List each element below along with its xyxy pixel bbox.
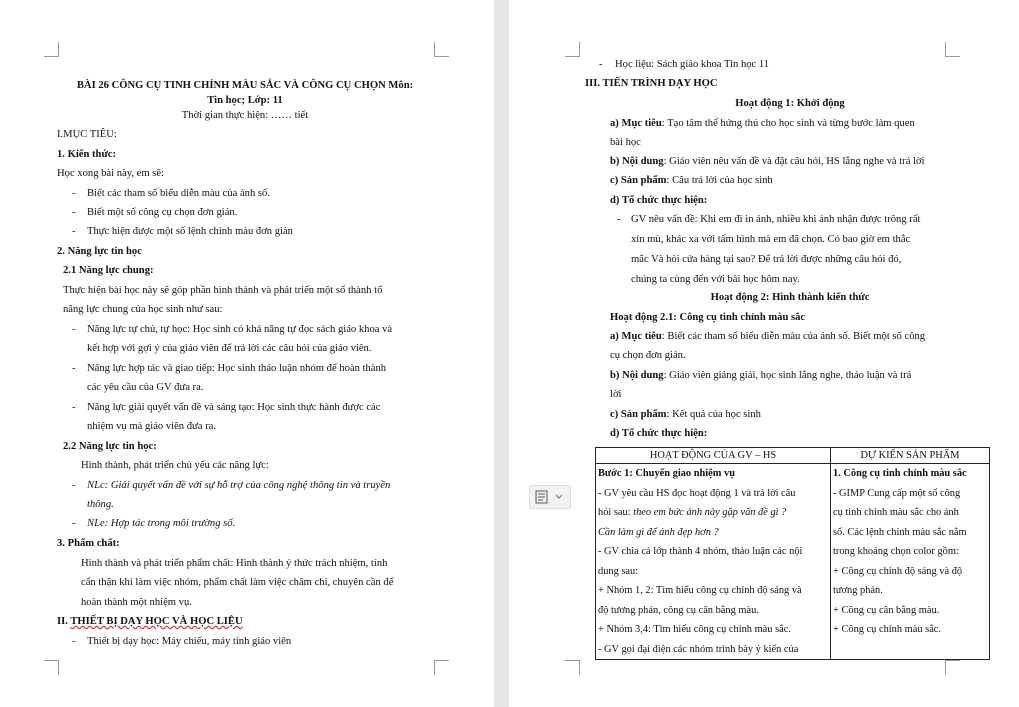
comment-options-button[interactable] xyxy=(529,485,571,509)
table-cell-activities xyxy=(596,464,831,660)
activity2-title: Hoạt động 2: Hình thành kiến thức xyxy=(710,292,870,303)
bullet-dash: - xyxy=(72,518,76,529)
activity1-title: Hoạt động 1: Khởi động xyxy=(735,98,845,109)
table-header-activities: HOẠT ĐỘNG CỦA GV – HS xyxy=(596,448,831,464)
product-title: 1. Công cụ tinh chỉnh màu sắc xyxy=(833,468,967,479)
table-line: - GV gọi đại diện các nhóm trình bày ý kiến của xyxy=(598,643,799,655)
activity21-organize: d) Tổ chức thực hiện: xyxy=(610,428,708,439)
margin-mark-top-right xyxy=(434,42,449,57)
it-competence-item: NLe: Hợp tác trong môi trường số. xyxy=(87,518,236,529)
margin-mark-bottom-right xyxy=(945,660,960,675)
bullet-dash: - xyxy=(72,480,76,491)
general-competence-text: Thực hiện bài học này sẽ góp phần hình thành và phát triển một số thành tố xyxy=(63,285,383,296)
goal-text: : Biết các tham số biểu diễn màu của ảnh số. Biết một số công xyxy=(661,331,926,342)
heading-knowledge: 1. Kiến thức: xyxy=(57,149,117,160)
competence-item: các yêu cầu của GV đưa ra. xyxy=(87,382,204,393)
document-page-left xyxy=(0,0,494,707)
product-label: c) Sản phẩm xyxy=(610,409,667,420)
product-label: c) Sản phẩm xyxy=(610,175,667,186)
lesson-title-line1: BÀI 26 CÔNG CỤ TINH CHỈNH MÀU SẮC VÀ CÔNG CỤ CHỌN Môn: xyxy=(76,80,414,91)
duration-line: Thời gian thực hiện: …… tiết xyxy=(181,110,309,121)
it-specific-text: Hình thành, phát triển chủ yếu các năng lực: xyxy=(81,460,269,471)
activity21-goal xyxy=(610,330,925,344)
bullet-dash: - xyxy=(72,207,76,218)
table-line: - GIMP Cung cấp một số công xyxy=(833,487,961,499)
table-line: cụ tinh chỉnh màu sắc cho ảnh xyxy=(833,507,959,518)
competence-item: Năng lực hợp tác và giao tiếp: Học sinh thảo luận nhóm để hoàn thành xyxy=(87,363,387,374)
competence-item: kết hợp với gợi ý của giáo viên để trả lời các câu hỏi của giáo viên. xyxy=(87,343,372,354)
margin-mark-top-right xyxy=(945,42,960,57)
table-line: số. Các lệnh chỉnh màu sắc nằm xyxy=(833,526,967,538)
bullet-dash: - xyxy=(72,636,76,647)
teacher-intro: mắc Và hỏi cửa hàng tại sao? Để trả lời được những câu hỏi đó, xyxy=(631,254,902,265)
table-line: dung sau: xyxy=(598,565,639,577)
teacher-intro: GV nêu vấn đề: Khi em đi in ảnh, nhiều khi ảnh nhận được trông rất xyxy=(631,214,921,225)
knowledge-item: Biết các tham số biểu diễn màu của ảnh số. xyxy=(87,188,270,199)
bullet-dash: - xyxy=(617,214,621,225)
bullet-dash: - xyxy=(72,226,76,237)
table-line: + Nhóm 3,4: Tìm hiểu công cụ chỉnh màu sắc. xyxy=(598,624,791,635)
equipment-item: Thiết bị dạy học: Máy chiếu, máy tính giáo viên xyxy=(87,636,292,647)
table-line: + Công cụ chỉnh màu sắc. xyxy=(833,624,942,635)
margin-mark-bottom-left xyxy=(565,660,580,675)
content-text: : Giáo viên nêu vấn đề và đặt câu hỏi, HS lắng nghe và trả lời xyxy=(663,156,925,167)
general-competence-text: năng lực chung của học sinh như sau: xyxy=(63,304,223,315)
table-header-products: DỰ KIẾN SẢN PHẨM xyxy=(831,448,990,464)
bullet-dash: - xyxy=(72,324,76,335)
knowledge-item: Biết một số công cụ chọn đơn giản. xyxy=(87,207,238,218)
heading-it-specific: 2.2 Năng lực tin học: xyxy=(63,441,157,452)
table-header-row xyxy=(596,448,990,464)
competence-item: Năng lực giải quyết vấn đề và sáng tạo: Học sinh thực hành được các xyxy=(87,402,381,413)
it-competence-item: NLc: Giải quyết vấn đề với sự hỗ trợ của công nghệ thông tin và truyền xyxy=(87,480,391,491)
lesson-title-line2: Tin học; Lớp: 11 xyxy=(207,95,283,106)
bullet-dash: - xyxy=(72,188,76,199)
table-line: độ tương phản, công cụ cân bằng màu. xyxy=(598,604,759,616)
goal-label: a) Mục tiêu xyxy=(610,331,662,342)
section-equipment-title: THIẾT BỊ DẠY HỌC VÀ HỌC LIỆU xyxy=(70,616,243,627)
comment-icon xyxy=(530,486,570,508)
content-label: b) Nội dung xyxy=(610,370,664,381)
activity21-content-cont: lời xyxy=(610,389,622,400)
step1-title: Bước 1: Chuyển giao nhiệm vụ xyxy=(598,468,735,479)
margin-mark-bottom-left xyxy=(44,660,59,675)
bullet-dash: - xyxy=(599,59,603,70)
goal-text: : Tạo tâm thế hứng thú cho học sinh và từng bước làm quen xyxy=(661,118,915,129)
activity1-goal-cont: bài học xyxy=(610,137,641,148)
table-line: trong khoảng chọn color gồm: xyxy=(833,546,959,557)
table-line: - GV yêu cầu HS đọc hoạt động 1 và trả lời câu xyxy=(598,487,796,499)
qualities-text: Hình thành và phát triển phẩm chất: Hình thành ý thức trách nhiệm, tính xyxy=(81,558,388,569)
section-process: III. TIẾN TRÌNH DẠY HỌC xyxy=(585,78,718,89)
document-page-right xyxy=(509,0,1019,707)
heading-it-competence: 2. Năng lực tin học xyxy=(57,246,142,257)
activity21-goal-cont: cụ chọn đơn giản. xyxy=(610,350,686,361)
table-line: Cần làm gì để ảnh đẹp hơn ? xyxy=(598,526,719,538)
qualities-text: hoàn thành một nhiệm vụ. xyxy=(81,597,192,608)
activity1-product xyxy=(610,174,773,188)
table-line: - GV chia cả lớp thành 4 nhóm, thảo luận các nội xyxy=(598,546,803,557)
table-line: + Công cụ chỉnh độ sáng và độ xyxy=(833,565,963,577)
table-line xyxy=(598,503,828,523)
competence-item: Năng lực tự chủ, tự học: Học sinh có khả năng tự đọc sách giáo khoa và xyxy=(87,324,393,335)
chevron-down-icon xyxy=(554,492,564,502)
margin-mark-top-left xyxy=(565,42,580,57)
competence-item: nhiệm vụ mà giáo viên đưa ra. xyxy=(87,421,217,432)
question-text: theo em bức ảnh này gặp vấn đề gì ? xyxy=(633,507,787,518)
table-line: + Công cụ cân bằng màu. xyxy=(833,604,940,616)
question-prefix: hỏi sau: xyxy=(598,507,634,518)
bullet-dash: - xyxy=(72,402,76,413)
content-text: : Giáo viên giảng giải, học sinh lắng nghe, thảo luận và trả xyxy=(663,370,912,381)
teacher-intro: xỉn mù, khác xa với tấm hình mà em đã chọn. Có bao giờ em thắc xyxy=(631,234,911,245)
materials-item: Học liệu: Sách giáo khoa Tin học 11 xyxy=(615,59,770,70)
table-row xyxy=(596,464,990,660)
activity1-content xyxy=(610,155,925,169)
it-competence-item: thông. xyxy=(87,499,114,510)
table-line: tương phản. xyxy=(833,585,883,596)
activity21-title: Hoạt động 2.1: Công cụ tinh chỉnh màu sắc xyxy=(610,312,806,323)
section-equipment xyxy=(57,615,243,629)
table-line: + Nhóm 1, 2: Tìm hiểu công cụ chỉnh độ sáng và xyxy=(598,585,802,596)
margin-mark-top-left xyxy=(44,42,59,57)
activity1-goal xyxy=(610,117,915,131)
qualities-text: cẩn thận khi làm việc nhóm, phẩm chất làm việc chăm chỉ, chuyên cần để xyxy=(81,577,394,588)
heading-general-competence: 2.1 Năng lực chung: xyxy=(63,265,154,276)
heading-qualities: 3. Phẩm chất: xyxy=(57,538,120,549)
knowledge-item: Thực hiện được một số lệnh chỉnh màu đơn giản xyxy=(87,226,293,237)
content-label: b) Nội dung xyxy=(610,156,664,167)
teacher-intro: chúng ta cùng đến với bài học hôm nay. xyxy=(631,274,800,285)
product-text: : Kết quả của học sinh xyxy=(666,409,761,420)
section-equipment-prefix: II. xyxy=(57,616,71,627)
section-objectives: I.MỤC TIÊU: xyxy=(57,129,117,140)
table-cell-products xyxy=(831,464,990,660)
margin-mark-bottom-right xyxy=(434,660,449,675)
product-text: : Câu trả lời của học sinh xyxy=(666,175,773,186)
activity21-content xyxy=(610,369,911,383)
goal-label: a) Mục tiêu xyxy=(610,118,662,129)
bullet-dash: - xyxy=(72,363,76,374)
activity1-organize: d) Tổ chức thực hiện: xyxy=(610,195,708,206)
activity21-product xyxy=(610,408,761,422)
knowledge-intro: Học xong bài này, em sẽ: xyxy=(57,168,164,179)
activity-table xyxy=(595,447,990,660)
